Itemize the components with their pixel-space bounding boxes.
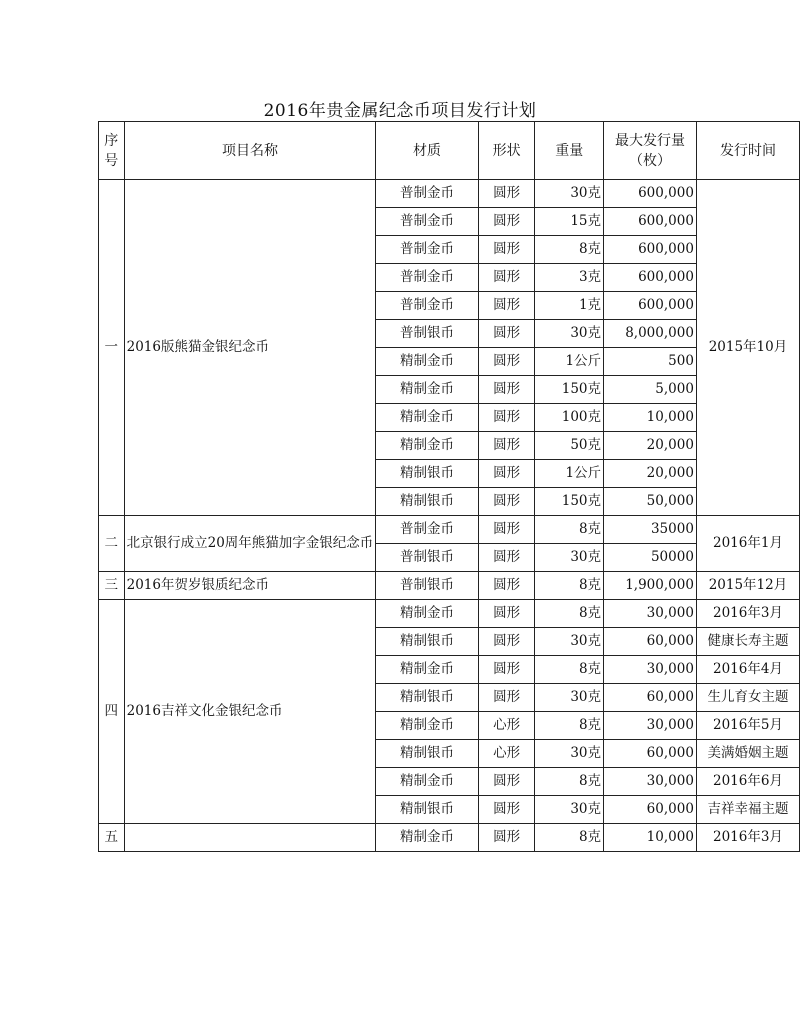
cell-weight: 50克 — [535, 432, 604, 460]
cell-shape: 圆形 — [478, 180, 535, 208]
cell-shape: 圆形 — [478, 544, 535, 572]
table-row — [99, 180, 800, 208]
cell-max-issue: 500 — [604, 348, 697, 376]
table-row — [99, 516, 800, 544]
cell-weight: 1公斤 — [535, 460, 604, 488]
header-shape: 形状 — [478, 122, 535, 180]
cell-shape: 圆形 — [478, 292, 535, 320]
group-seq: 二 — [99, 516, 125, 572]
cell-date: 2016年6月 — [696, 768, 799, 796]
cell-shape: 圆形 — [478, 348, 535, 376]
cell-max-issue: 20,000 — [604, 460, 697, 488]
cell-weight: 8克 — [535, 236, 604, 264]
cell-shape: 圆形 — [478, 824, 535, 852]
cell-shape: 圆形 — [478, 432, 535, 460]
header-weight: 重量 — [535, 122, 604, 180]
cell-date: 美满婚姻主题 — [696, 740, 799, 768]
cell-material: 精制银币 — [376, 460, 479, 488]
cell-shape: 圆形 — [478, 516, 535, 544]
cell-date: 健康长寿主题 — [696, 628, 799, 656]
cell-max-issue: 60,000 — [604, 796, 697, 824]
cell-material: 精制金币 — [376, 712, 479, 740]
cell-max-issue: 600,000 — [604, 292, 697, 320]
cell-shape: 圆形 — [478, 628, 535, 656]
issuance-plan-table — [98, 121, 800, 852]
cell-shape: 圆形 — [478, 796, 535, 824]
cell-material: 精制金币 — [376, 376, 479, 404]
cell-date: 生儿育女主题 — [696, 684, 799, 712]
header-max-issue: 最大发行量（枚） — [604, 122, 697, 180]
cell-weight: 30克 — [535, 544, 604, 572]
cell-date: 吉祥幸福主题 — [696, 796, 799, 824]
cell-material: 普制银币 — [376, 572, 479, 600]
cell-max-issue: 600,000 — [604, 180, 697, 208]
cell-weight: 30克 — [535, 628, 604, 656]
cell-weight: 30克 — [535, 684, 604, 712]
cell-material: 精制金币 — [376, 404, 479, 432]
cell-material: 普制金币 — [376, 264, 479, 292]
cell-shape: 圆形 — [478, 600, 535, 628]
cell-weight: 30克 — [535, 740, 604, 768]
table-row — [99, 824, 800, 852]
cell-material: 精制金币 — [376, 432, 479, 460]
cell-material: 普制银币 — [376, 320, 479, 348]
cell-weight: 15克 — [535, 208, 604, 236]
cell-shape: 圆形 — [478, 208, 535, 236]
cell-max-issue: 10,000 — [604, 824, 697, 852]
header-name: 项目名称 — [124, 122, 376, 180]
cell-material: 精制银币 — [376, 684, 479, 712]
cell-material: 精制金币 — [376, 600, 479, 628]
header-date: 发行时间 — [696, 122, 799, 180]
table-row — [99, 572, 800, 600]
cell-material: 精制金币 — [376, 348, 479, 376]
cell-shape: 圆形 — [478, 488, 535, 516]
cell-max-issue: 1,900,000 — [604, 572, 697, 600]
cell-shape: 圆形 — [478, 404, 535, 432]
group-name: 2016吉祥文化金银纪念币 — [124, 600, 376, 824]
cell-max-issue: 30,000 — [604, 712, 697, 740]
cell-shape: 圆形 — [478, 684, 535, 712]
cell-max-issue: 60,000 — [604, 740, 697, 768]
header-seq: 序号 — [99, 122, 125, 180]
cell-max-issue: 600,000 — [604, 208, 697, 236]
cell-weight: 8克 — [535, 600, 604, 628]
cell-shape: 圆形 — [478, 236, 535, 264]
cell-shape: 圆形 — [478, 376, 535, 404]
group-date: 2016年1月 — [696, 516, 799, 572]
cell-max-issue: 30,000 — [604, 600, 697, 628]
cell-max-issue: 35000 — [604, 516, 697, 544]
group-name: 北京银行成立20周年熊猫加字金银纪念币 — [124, 516, 376, 572]
cell-weight: 30克 — [535, 180, 604, 208]
cell-max-issue: 50,000 — [604, 488, 697, 516]
header-row — [99, 122, 800, 180]
cell-max-issue: 600,000 — [604, 264, 697, 292]
cell-weight: 8克 — [535, 656, 604, 684]
cell-max-issue: 10,000 — [604, 404, 697, 432]
cell-weight: 1克 — [535, 292, 604, 320]
group-date: 2015年10月 — [696, 180, 799, 516]
cell-max-issue: 50000 — [604, 544, 697, 572]
cell-material: 精制金币 — [376, 656, 479, 684]
cell-material: 普制金币 — [376, 516, 479, 544]
cell-material: 精制金币 — [376, 824, 479, 852]
cell-weight: 100克 — [535, 404, 604, 432]
cell-weight: 30克 — [535, 320, 604, 348]
cell-max-issue: 60,000 — [604, 684, 697, 712]
cell-max-issue: 5,000 — [604, 376, 697, 404]
group-name — [124, 824, 376, 852]
cell-weight: 150克 — [535, 488, 604, 516]
cell-date: 2016年3月 — [696, 824, 799, 852]
cell-shape: 圆形 — [478, 768, 535, 796]
cell-shape: 心形 — [478, 740, 535, 768]
cell-max-issue: 60,000 — [604, 628, 697, 656]
group-name: 2016年贺岁银质纪念币 — [124, 572, 376, 600]
cell-shape: 圆形 — [478, 460, 535, 488]
table-row — [99, 600, 800, 628]
group-seq: 一 — [99, 180, 125, 516]
cell-weight: 8克 — [535, 824, 604, 852]
cell-date: 2016年3月 — [696, 600, 799, 628]
cell-shape: 圆形 — [478, 320, 535, 348]
cell-max-issue: 8,000,000 — [604, 320, 697, 348]
cell-weight: 30克 — [535, 796, 604, 824]
cell-weight: 1公斤 — [535, 348, 604, 376]
cell-material: 普制金币 — [376, 236, 479, 264]
cell-material: 精制银币 — [376, 488, 479, 516]
group-seq: 四 — [99, 600, 125, 824]
cell-max-issue: 30,000 — [604, 656, 697, 684]
cell-weight: 8克 — [535, 768, 604, 796]
group-seq: 三 — [99, 572, 125, 600]
group-name: 2016版熊猫金银纪念币 — [124, 180, 376, 516]
page-title: 2016年贵金属纪念币项目发行计划 — [263, 101, 537, 121]
cell-weight: 8克 — [535, 572, 604, 600]
cell-shape: 圆形 — [478, 572, 535, 600]
cell-material: 普制银币 — [376, 544, 479, 572]
cell-date: 2016年4月 — [696, 656, 799, 684]
cell-weight: 3克 — [535, 264, 604, 292]
group-seq: 五 — [99, 824, 125, 852]
cell-material: 普制金币 — [376, 180, 479, 208]
header-material: 材质 — [376, 122, 479, 180]
cell-max-issue: 20,000 — [604, 432, 697, 460]
cell-weight: 8克 — [535, 712, 604, 740]
cell-material: 精制银币 — [376, 628, 479, 656]
cell-shape: 心形 — [478, 712, 535, 740]
cell-shape: 圆形 — [478, 656, 535, 684]
group-date: 2015年12月 — [696, 572, 799, 600]
cell-material: 精制银币 — [376, 740, 479, 768]
cell-material: 精制银币 — [376, 796, 479, 824]
cell-material: 普制金币 — [376, 208, 479, 236]
cell-date: 2016年5月 — [696, 712, 799, 740]
cell-material: 普制金币 — [376, 292, 479, 320]
cell-max-issue: 600,000 — [604, 236, 697, 264]
cell-material: 精制金币 — [376, 768, 479, 796]
cell-max-issue: 30,000 — [604, 768, 697, 796]
cell-shape: 圆形 — [478, 264, 535, 292]
cell-weight: 150克 — [535, 376, 604, 404]
cell-weight: 8克 — [535, 516, 604, 544]
